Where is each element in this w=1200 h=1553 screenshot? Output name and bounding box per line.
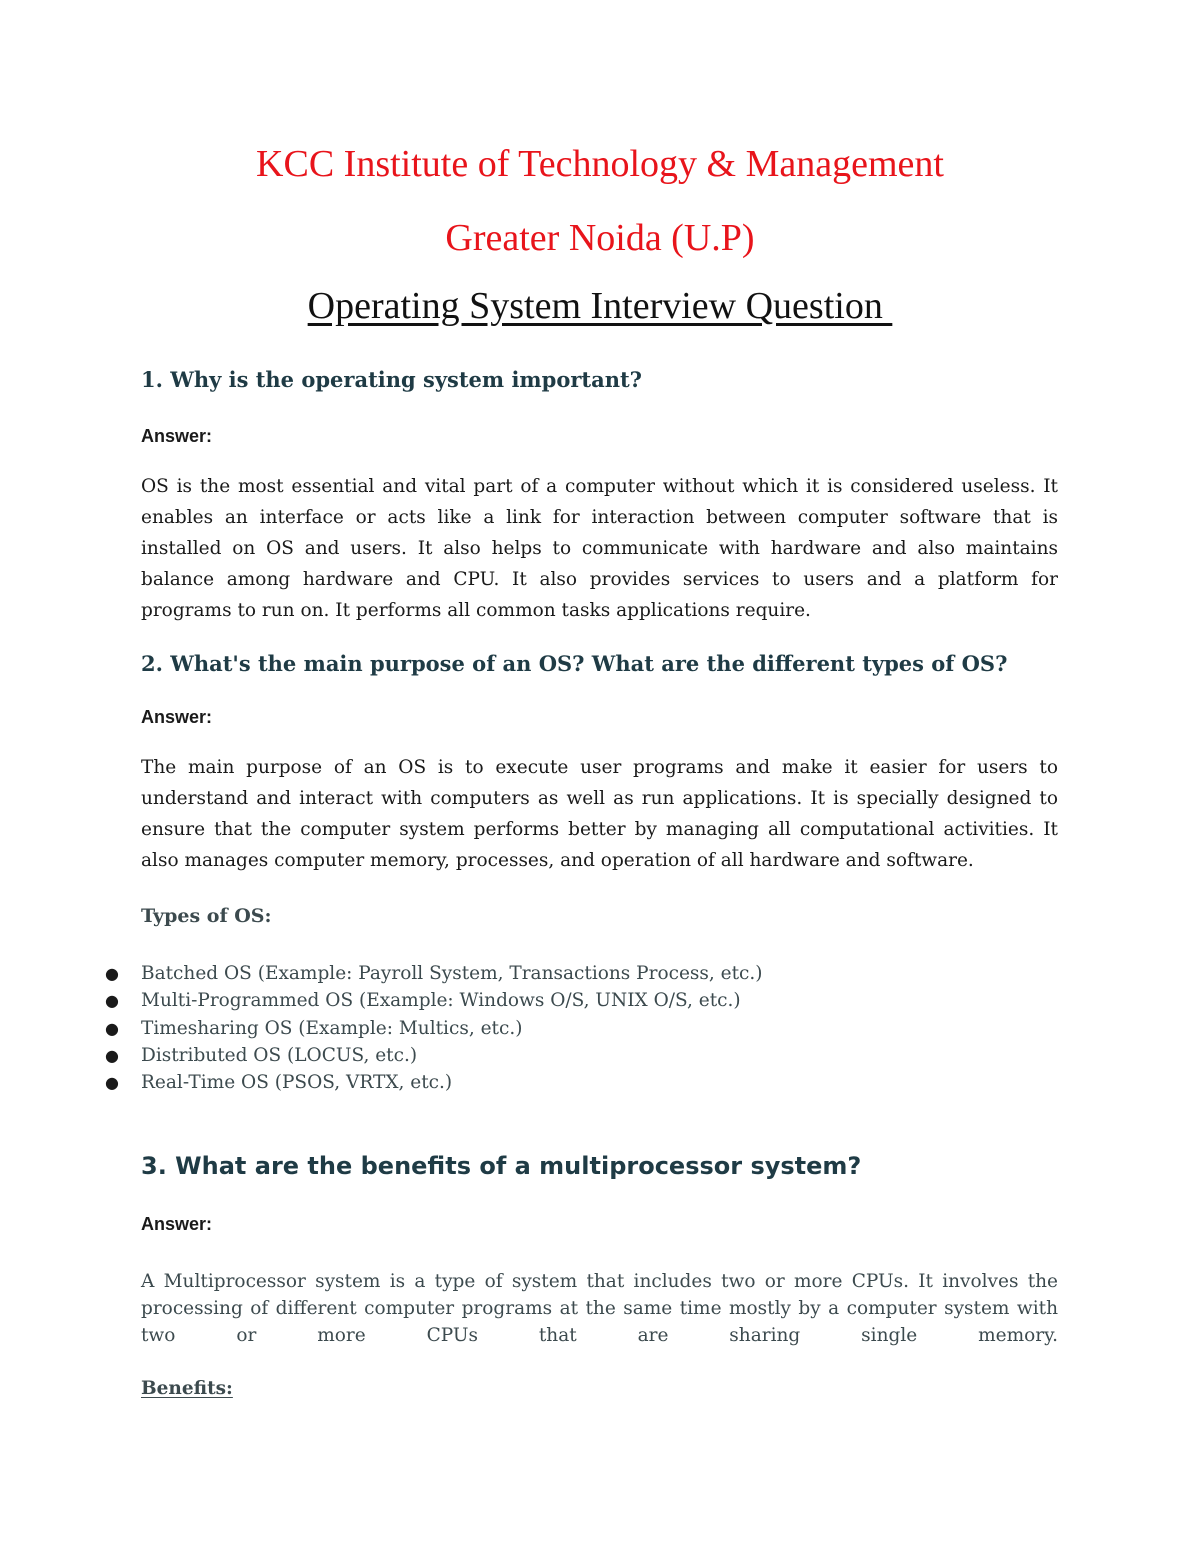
- answer-line: A Multiprocessor system is a type of system that includes two or more CPUs. It involves the: [141, 1271, 1058, 1292]
- list-item: [105, 1015, 763, 1042]
- question-1-answer-label: Answer:: [141, 426, 213, 446]
- question-2-answer-label: Answer:: [141, 707, 213, 727]
- list-item: [105, 1042, 763, 1069]
- os-type-text: Multi-Programmed OS (Example: Windows O/S, UNIX O/S, etc.): [141, 990, 741, 1012]
- list-item: [105, 1069, 763, 1096]
- os-type-text: Timesharing OS (Example: Multics, etc.): [141, 1017, 523, 1039]
- bullet-icon: ●: [105, 964, 119, 983]
- question-2-answer-text: The main purpose of an OS is to execute user programs and make it easier for users to understand and interact with computers as well as run applications. It is specially designed to ensure that the computer system performs better by managing all computational activities. It also manages computer memory, processes, and operation of all hardware and software.: [141, 757, 1058, 871]
- question-1-title: 1. Why is the operating system important?: [141, 367, 642, 392]
- os-type-text: Distributed OS (LOCUS, etc.): [141, 1044, 418, 1066]
- question-3-answer-text: [141, 1268, 1058, 1349]
- bullet-icon: ●: [105, 1073, 119, 1093]
- list-item: [105, 987, 763, 1014]
- answer-line: processing of different computer programs at the same time mostly by a computer system with: [141, 1298, 1058, 1319]
- question-2-title: 2. What's the main purpose of an OS? What are the different types of OS?: [141, 651, 1008, 676]
- answer-line: two or more CPUs that are sharing single memory.: [141, 1325, 1058, 1346]
- question-1-answer-text: OS is the most essential and vital part of a computer without which it is considered useless. It enables an interface or acts like a link for interaction between computer software that is installed on OS and users. It also helps to communicate with hardware and also maintains balance among hardware and CPU. It also provides services to users and a platform for programs to run on. It performs all common tasks applications require.: [141, 476, 1058, 621]
- document-heading: Operating System Interview Question: [307, 285, 893, 327]
- institute-title: KCC Institute of Technology & Management: [256, 143, 944, 185]
- os-type-text: Batched OS (Example: Payroll System, Transactions Process, etc.): [141, 963, 763, 984]
- benefits-heading: Benefits:: [141, 1378, 233, 1399]
- bullet-icon: ●: [105, 1018, 119, 1038]
- question-3-answer-label: Answer:: [141, 1214, 213, 1234]
- os-types-label: Types of OS:: [141, 905, 272, 927]
- os-types-list: [105, 960, 763, 1096]
- bullet-icon: ●: [105, 991, 119, 1011]
- list-item: [105, 960, 763, 987]
- os-type-text: Real-Time OS (PSOS, VRTX, etc.): [141, 1072, 453, 1094]
- question-3-title: 3. What are the benefits of a multiprocessor system?: [141, 1152, 862, 1180]
- institute-location: Greater Noida (U.P): [445, 217, 755, 259]
- bullet-icon: ●: [105, 1045, 119, 1065]
